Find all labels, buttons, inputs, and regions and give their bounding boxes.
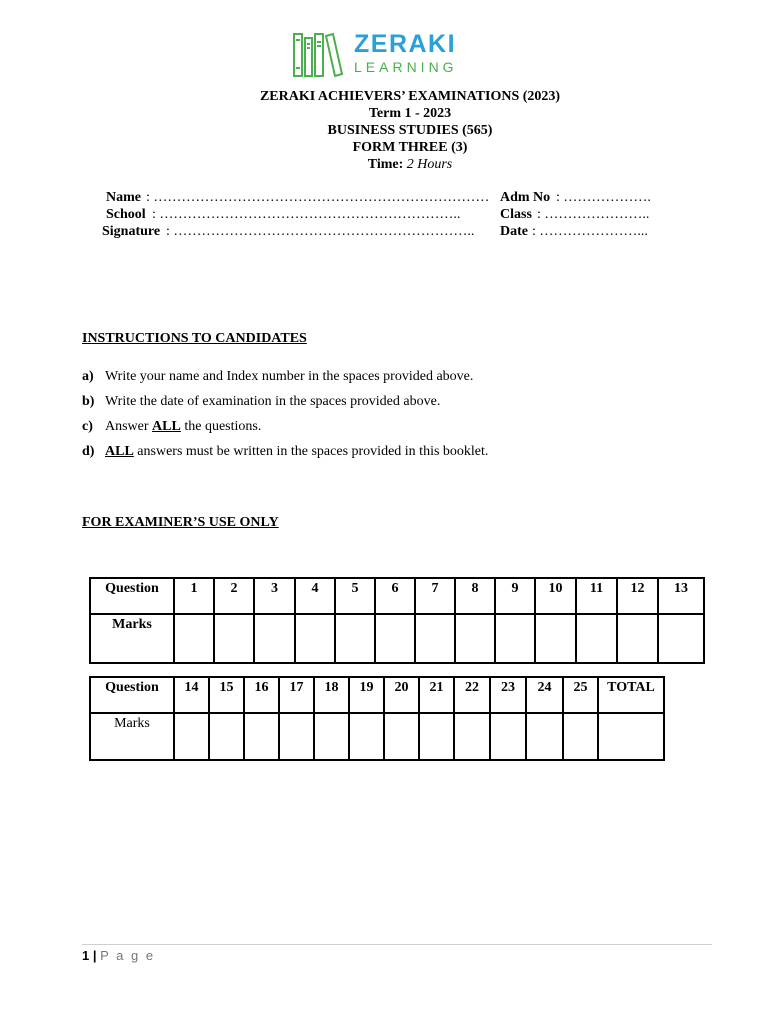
question-number: 14 [174,677,209,713]
question-number: 23 [490,677,526,713]
page-separator: | [92,948,97,963]
marks-cell[interactable] [335,614,375,663]
marks-cell[interactable] [244,713,279,760]
logo-brand-text: ZERAKI [354,30,457,58]
marks-cell[interactable] [419,713,454,760]
question-number: 11 [576,578,617,614]
question-label: Question [90,578,174,614]
marks-cell[interactable] [295,614,335,663]
question-number: 17 [279,677,314,713]
date-field[interactable]: : …………………... [532,224,648,239]
question-number: 24 [526,677,563,713]
signature-label: Signature [102,224,161,239]
marks-table-2 [89,676,665,761]
question-number: 21 [419,677,454,713]
question-row [90,578,704,614]
exam-header [0,88,768,173]
question-number: 4 [295,578,335,614]
instruction-text-post: the questions. [180,419,262,434]
signature-field[interactable]: : ……………………………………………………….. [166,224,475,239]
question-number: 7 [415,578,455,614]
exam-time [0,156,768,173]
marks-cell[interactable] [384,713,419,760]
marks-cell[interactable] [617,614,658,663]
class-label: Class [500,207,532,222]
question-number: 16 [244,677,279,713]
footer-divider [82,944,712,945]
question-number: 6 [375,578,415,614]
instruction-text-pre: Answer [105,419,153,434]
marks-cell[interactable] [375,614,415,663]
marks-cell[interactable] [254,614,295,663]
marks-cell[interactable] [314,713,349,760]
marks-cell[interactable] [214,614,254,663]
adm-no-field[interactable]: : ………………. [556,190,651,205]
marks-cell[interactable] [658,614,704,663]
question-number: 15 [209,677,244,713]
name-field[interactable]: : ……………………………………………………………… [146,190,490,205]
question-number: 5 [335,578,375,614]
exam-form: FORM THREE (3) [352,140,468,155]
marks-cell[interactable] [535,614,576,663]
instruction-letter: c) [82,419,93,434]
exam-term: Term 1 - 2023 [368,106,452,121]
marks-cell[interactable] [526,713,563,760]
class-field[interactable]: : ………………….. [537,207,650,222]
total-label: TOTAL [598,677,664,713]
instruction-emphasis: ALL [152,419,181,434]
zeraki-logo [292,30,492,78]
marks-row [90,614,704,663]
time-label: Time: [367,157,404,172]
marks-label: Marks [90,713,174,760]
exam-series-title: ZERAKI ACHIEVERS’ EXAMINATIONS (2023) [259,89,561,104]
page-footer [82,948,155,963]
question-number: 10 [535,578,576,614]
question-number: 20 [384,677,419,713]
instruction-letter: b) [82,394,95,409]
marks-cell[interactable] [415,614,455,663]
logo-tagline: LEARNING [354,59,458,75]
marks-label: Marks [90,614,174,663]
instruction-text: Write your name and Index number in the spaces provided above. [105,369,474,384]
marks-table-1 [89,577,705,664]
school-field[interactable]: : ……………………………………………………….. [152,207,461,222]
date-label: Date [500,224,528,239]
instruction-letter: a) [82,369,94,384]
marks-cell[interactable] [174,614,214,663]
question-number: 18 [314,677,349,713]
marks-cell[interactable] [209,713,244,760]
marks-cell[interactable] [576,614,617,663]
instruction-emphasis: ALL [105,444,134,459]
marks-cell[interactable] [174,713,209,760]
marks-cell[interactable] [490,713,526,760]
question-number: 13 [658,578,704,614]
total-cell[interactable] [598,713,664,760]
instruction-letter: d) [82,444,95,459]
marks-cell[interactable] [495,614,535,663]
instruction-text-post: answers must be written in the spaces provided in this booklet. [133,444,489,459]
question-label: Question [90,677,174,713]
marks-cell[interactable] [455,614,495,663]
instruction-text: Write the date of examination in the spaces provided above. [105,394,441,409]
page-word: P a g e [100,948,156,963]
instruction-text [105,419,261,435]
marks-cell[interactable] [563,713,598,760]
question-number: 12 [617,578,658,614]
question-number: 9 [495,578,535,614]
question-number: 22 [454,677,490,713]
question-number: 2 [214,578,254,614]
instructions-title: INSTRUCTIONS TO CANDIDATES [82,331,307,346]
question-number: 3 [254,578,295,614]
adm-no-label: Adm No [500,190,551,205]
examiner-title: FOR EXAMINER’S USE ONLY [82,515,279,530]
time-value: 2 Hours [406,157,453,172]
question-number: 25 [563,677,598,713]
books-icon [292,30,348,78]
question-row [90,677,664,713]
school-label: School [106,207,146,222]
marks-cell[interactable] [349,713,384,760]
question-number: 8 [455,578,495,614]
question-number: 1 [174,578,214,614]
page-number: 1 [82,948,90,963]
question-number: 19 [349,677,384,713]
instruction-text [105,444,488,460]
marks-row [90,713,664,760]
name-label: Name [106,190,141,205]
marks-cell[interactable] [454,713,490,760]
marks-cell[interactable] [279,713,314,760]
exam-subject: BUSINESS STUDIES (565) [327,123,493,138]
